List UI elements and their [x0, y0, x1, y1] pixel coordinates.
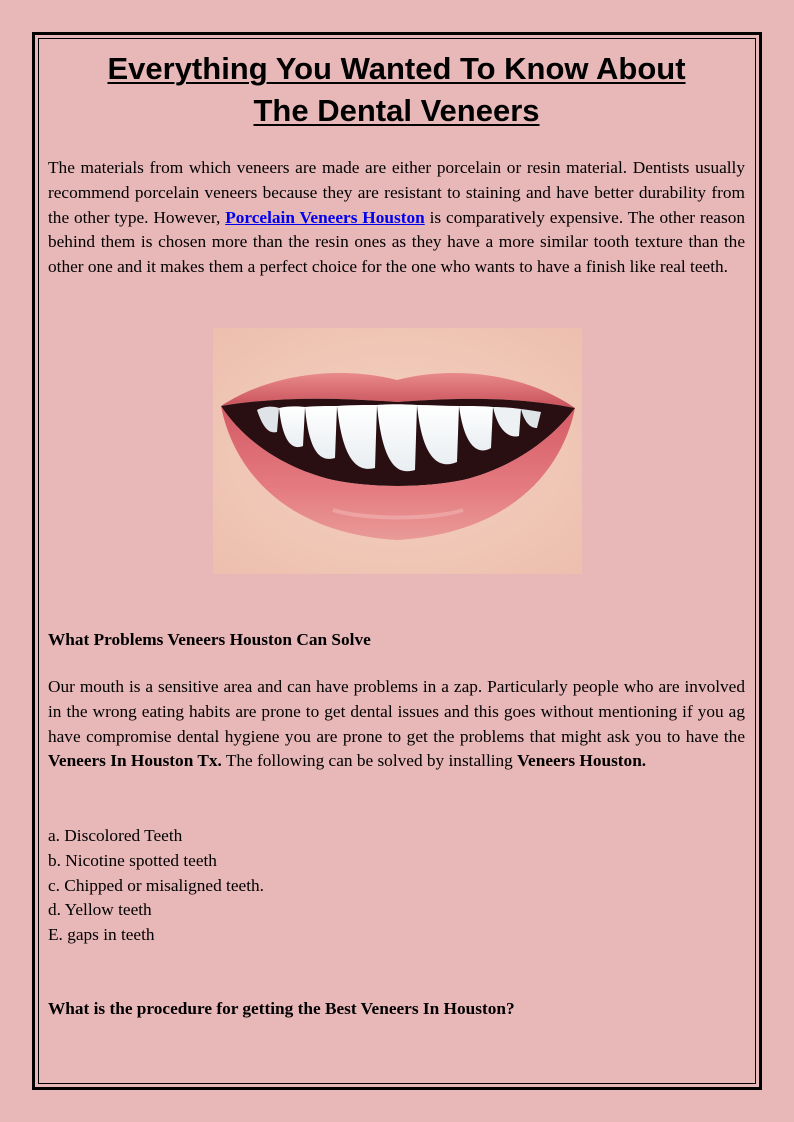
list-item: b. Nicotine spotted teeth — [48, 850, 217, 870]
smile-photo — [213, 328, 582, 574]
list-item: E. gaps in teeth — [48, 925, 155, 945]
problems-bold-1: Veneers In Houston Tx. — [48, 751, 222, 771]
list-item: d. Yellow teeth — [48, 900, 152, 920]
title-line-1: Everything You Wanted To Know About — [107, 51, 686, 86]
problems-text-part1: Our mouth is a sensitive area and can have problems in a zap. Particularly people who are involved in the wrong eating habits are prone to get dental issues and this goes without mentioning if you ag have compromise dental hygiene you are prone to get the problems that might ask you to have the — [48, 677, 745, 746]
problems-bold-2: Veneers Houston. — [517, 751, 647, 771]
title-line-2: The Dental Veneers — [253, 93, 540, 128]
porcelain-veneers-houston-link[interactable]: Porcelain Veneers Houston — [225, 207, 425, 227]
document-content — [48, 48, 745, 1018]
problems-text-part2: The following can be solved by installing — [221, 751, 518, 771]
intro-text-after-link: is comparatively expensive. The other reason behind them is chosen more than the resin ones as they have a more similar tooth texture than the other one and it makes them a perfect choice for the one who wants to have a finish like real teeth. — [48, 207, 745, 277]
intro-paragraph — [48, 156, 745, 280]
intro-text-before-link: The materials from which veneers are made are either porcelain or resin material. Dentists usually recommend porcelain veneers because they are resistant to staining and have better durability from the other type. However, — [48, 158, 745, 227]
section-heading-problems: What Problems Veneers Houston Can Solve — [48, 630, 371, 649]
list-item: a. Discolored Teeth — [48, 826, 183, 845]
list-item: c. Chipped or misaligned teeth. — [48, 875, 264, 895]
section-heading-procedure: What is the procedure for getting the Best Veneers In Houston? — [48, 999, 515, 1018]
document-title — [48, 48, 745, 132]
problems-list — [48, 824, 264, 948]
problems-paragraph — [48, 675, 745, 774]
